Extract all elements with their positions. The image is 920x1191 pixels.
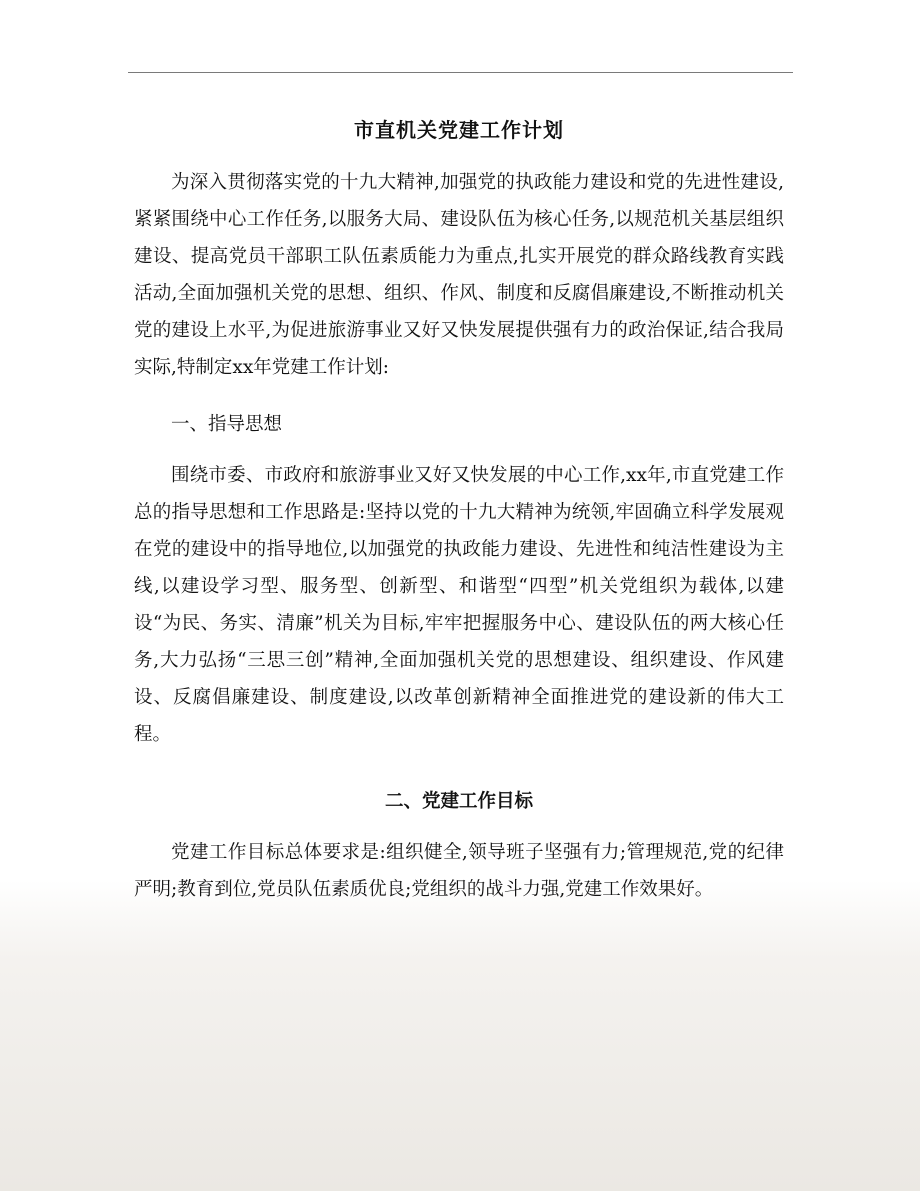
spacer <box>134 753 784 783</box>
spacer <box>134 152 784 164</box>
section-body-guiding-ideology: 围绕市委、市政府和旅游事业又好又快发展的中心工作,xx年,市直党建工作总的指导思想和工作思路是:坚持以党的十九大精神为统领,牢固确立科学发展观在党的建设中的指导地位,以加强党的执政能力建设、先进性和纯洁性建设为主线,以建设学习型、服务型、创新型、和谐型“四型”机关党组织为载体,以建设“为民、务实、清廉”机关为目标,牢牢把握服务中心、建设队伍的两大核心任务,大力弘扬“三思三创”精神,全面加强机关党的思想建设、组织建设、作风建设、反腐倡廉建设、制度建设,以改革创新精神全面推进党的建设新的伟大工程。 <box>134 465 784 745</box>
spacer <box>134 820 784 834</box>
section-body-work-goals: 党建工作目标总体要求是:组织健全,领导班子坚强有力;管理规范,党的纪律严明;教育到位,党员队伍素质优良;党组织的战斗力强,党建工作效果好。 <box>134 842 784 900</box>
document-body <box>134 108 784 908</box>
section-heading-guiding-ideology: 一、指导思想 <box>171 414 283 435</box>
intro-paragraph: 为深入贯彻落实党的十九大精神,加强党的执政能力建设和党的先进性建设,紧紧围绕中心工作任务,以服务大局、建设队伍为核心任务,以规范机关基层组织建设、提高党员干部职工队伍素质能力为重点,扎实开展党的群众路线教育实践活动,全面加强机关党的思想、组织、作风、制度和反腐倡廉建设,不断推动机关党的建设上水平,为促进旅游事业又好又快发展提供强有力的政治保证,结合我局实际,特制定xx年党建工作计划: <box>134 172 784 378</box>
spacer <box>134 386 784 406</box>
section-heading-work-goals: 二、党建工作目标 <box>384 791 533 812</box>
spacer <box>134 443 784 457</box>
document-title: 市直机关党建工作计划 <box>354 118 564 142</box>
header-rule <box>128 72 793 73</box>
